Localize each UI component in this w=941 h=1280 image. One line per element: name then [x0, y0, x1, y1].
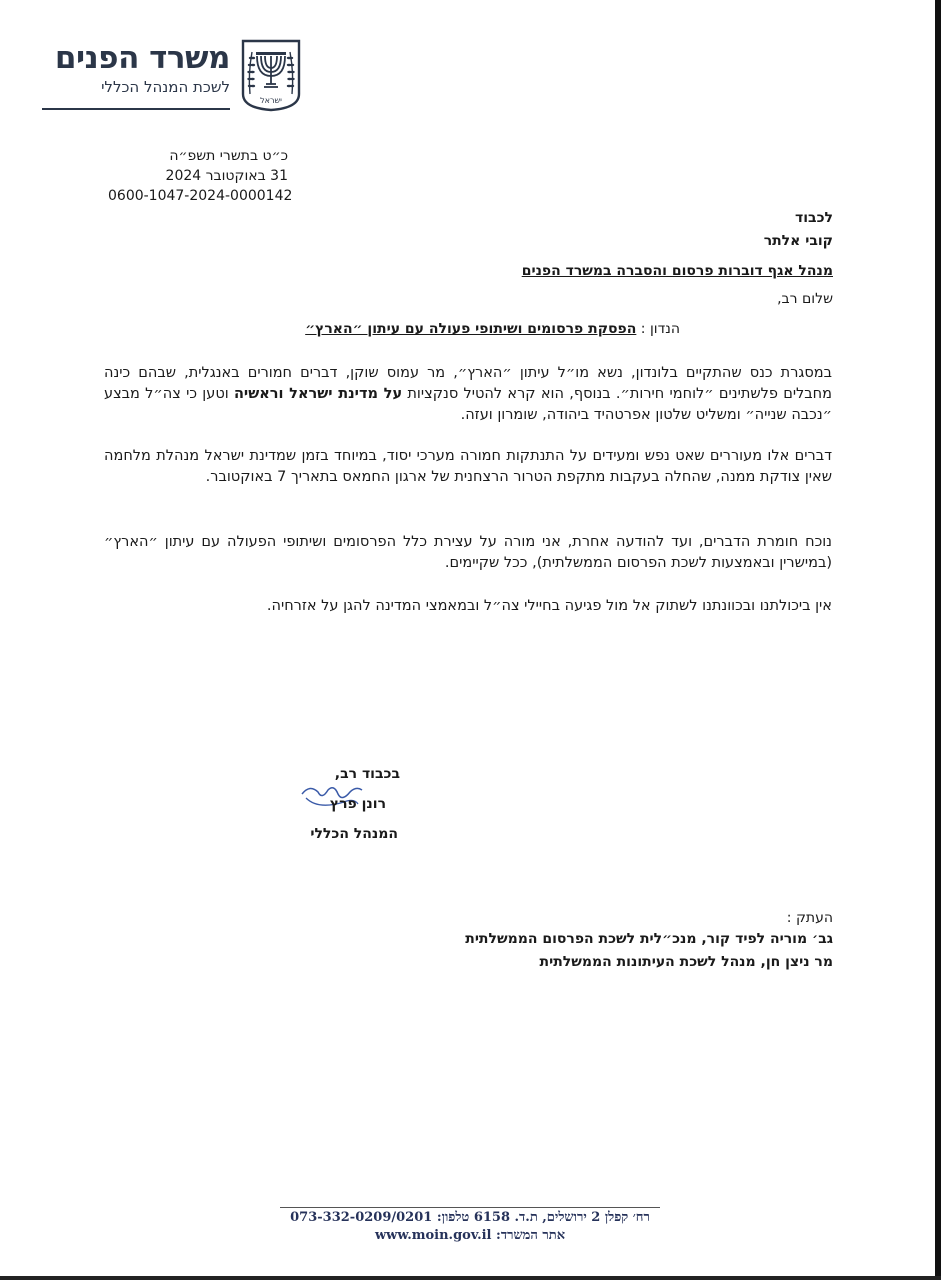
- letterhead-divider: [42, 108, 230, 110]
- recipient-name: קובי אלתר: [763, 233, 833, 249]
- footer-website: www.moin.gov.il: [374, 1228, 492, 1243]
- paragraph-1-text-end: וטען כי צה״ל מבצע ״נכבה שנייה״ ומשליט שלטון אפרטהיד ביהודה, שומרון ועזה.: [104, 386, 832, 423]
- footer-address: רח׳ קפלן 2 ירושלים, ת.ד. 6158 טלפון: 073-332-0209/0201: [290, 1210, 650, 1225]
- paragraph-1: [104, 363, 832, 426]
- photo-edge-bottom: [0, 1276, 941, 1280]
- footer-website-line: [280, 1227, 660, 1243]
- paragraph-4: אין ביכולתנו ובכוונתנו לשתוק אל מול פגיעה בחיילי צה״ל ובמאמצי המדינה להגן על אזרחיה.: [266, 598, 832, 614]
- office-subtitle: לשכת המנהל הכללי: [101, 78, 230, 96]
- greeting: שלום רב,: [777, 291, 833, 307]
- state-emblem-icon: [240, 38, 302, 112]
- cc-label: העתק :: [786, 910, 833, 926]
- ministry-title: משרד הפנים: [54, 40, 230, 76]
- salutation: לכבוד: [795, 210, 833, 226]
- paragraph-1-emphasis: על מדינת ישראל וראשיה: [233, 386, 403, 402]
- footer-site-label: אתר המשרד:: [496, 1228, 566, 1243]
- subject-label: הנדון :: [640, 321, 680, 337]
- hebrew-date: כ״ט בתשרי תשפ״ה: [169, 148, 288, 164]
- photo-edge: [935, 0, 941, 1280]
- reference-number: 0600-1047-2024-0000142: [108, 188, 293, 204]
- emblem-label: ישראל: [260, 96, 282, 105]
- date: 31 באוקטובר 2024: [165, 168, 288, 184]
- subject-line: [200, 321, 680, 337]
- cc-recipient-1: גב׳ מוריה לפיד קור, מנכ״לית לשכת הפרסום הממשלתית: [465, 931, 833, 947]
- signer-name: רונן פרץ: [329, 796, 386, 812]
- paragraph-3: נוכח חומרת הדברים, ועד להודעה אחרת, אני מורה על עצירת כלל הפרסומים ושיתופי הפעולה עם עיתון ״הארץ״ (במישרין ובאמצעות לשכת הפרסום הממשלתית), ככל שקיימים.: [104, 534, 832, 571]
- cc-recipient-2: מר ניצן חן, מנהל לשכת העיתונות הממשלתית: [539, 954, 833, 970]
- paragraph-2: דברים אלו מעוררים שאט נפש ומעידים על התנתקות חמורה מערכי יסוד, במיוחד בזמן שמדינת ישראל מנהלת מלחמה שאין צודקת ממנה, שהחלה בעקבות מתקפת הטרור הרצחנית של ארגון החמאס בתאריך 7 באוקטובר.: [104, 448, 832, 485]
- signer-role: המנהל הכללי: [310, 826, 398, 842]
- recipient-title: מנהל אגף דוברות פרסום והסברה במשרד הפנים: [521, 263, 833, 279]
- subject-text: הפסקת פרסומים ושיתופי פעולה עם עיתון ״הארץ״: [305, 321, 637, 337]
- footer-divider: [280, 1207, 660, 1208]
- paragraph-1-text: במסגרת כנס שהתקיים בלונדון, נשא מו״ל עיתון ״הארץ״, מר עמוס שוקן, דברים חמורים באנגלית, שבהם כינה מחבלים פלשתינים ״לוחמי חירות״. בנוסף, הוא קרא להטיל סנקציות: [104, 365, 833, 402]
- closing: בכבוד רב,: [334, 766, 400, 782]
